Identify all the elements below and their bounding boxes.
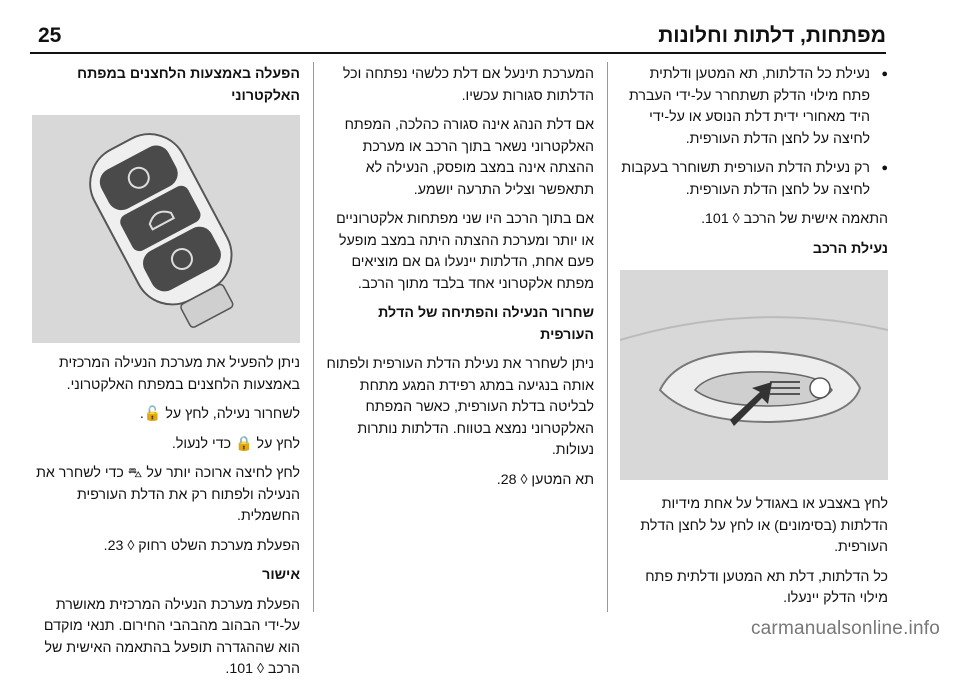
section-heading: שחרור הנעילה והפתיחה של הדלת העורפית [378, 305, 594, 343]
electronic-key-illustration [32, 115, 300, 343]
paragraph: לחץ על 🔒 כדי לנעול. [171, 435, 300, 452]
bullet-item: ● רק נעילת הדלת העורפית תשוחרר בעקבות לחיצה על לחצן הדלת העורפית. [620, 158, 870, 201]
bullet-item: ● נעילת כל הדלתות, תא המטען ודלתית פתח מילוי הדלק תשתחרר על-ידי העברת היד מאחורי ידית דלת הנוסע או על-ידי לחיצה על לחצן הדלת העורפית. [620, 64, 870, 150]
paragraph: הפעלת מערכת הנעילה המרכזית מאושרת על-ידי הבהוב מהבהבי החירום. תנאי מוקדם הוא שההגדרה תופעל בהתאמה האישית של הרכב ◊ 101. [43, 596, 300, 677]
paragraph: לחץ לחיצה ארוכה יותר על ⛍ כדי לשחרר את הנעילה ולפתוח רק את הדלת העורפית החשמלית. [36, 465, 300, 524]
paragraph: אם בתוך הרכב היו שני מפתחות אלקטרוניים או יותר ומערכת ההצתה היתה במצב מופעל פעם אחת, הדלתות יינעלו גם אם מוציאים מפתח אלקטרוני אחד בלבד מתוך הרכב. [336, 211, 594, 292]
paragraph: ניתן להפעיל את מערכת הנעילה המרכזית באמצעות הלחצנים במפתח האלקטרוני. [59, 355, 300, 393]
paragraph: לחץ באצבע או באגודל על אחת מידיות הדלתות (בסימונים) או לחץ על לחצן הדלת העורפית. [640, 496, 888, 555]
page-header [30, 22, 886, 54]
cross-reference: תא המטען ◊ 28. [496, 471, 594, 488]
paragraph: לשחרור נעילה, לחץ על 🔓. [139, 406, 300, 422]
column-divider [313, 62, 314, 612]
page-number: 25 [38, 24, 62, 47]
section-heading: נעילת הרכב [812, 240, 888, 257]
column-middle [326, 64, 594, 499]
lock-sensor-icon [810, 378, 830, 398]
column-left [32, 64, 300, 689]
column-divider [607, 62, 608, 612]
section-heading: הפעלה באמצעות הלחצנים במפתח האלקטרוני [77, 66, 300, 104]
section-heading: אישור [262, 567, 300, 583]
column-right [620, 64, 888, 618]
cross-reference: התאמה אישית של הרכב ◊ 101. [701, 211, 888, 227]
cross-reference: הפעלת מערכת השלט רחוק ◊ 23. [103, 537, 300, 554]
door-handle-illustration [620, 270, 888, 480]
paragraph: ניתן לשחרר את נעילת הדלת העורפית ולפתוח אותה בנגיעה במתג רפידת המגע מתחת לבליטה בדלת העורפית, כאשר המפתח האלקטרוני נמצא בטווח. הדלתות נותרות נעולות. [326, 356, 594, 458]
door-handle-drawing [620, 270, 888, 480]
paragraph: אם דלת הנהג אינה סגורה כהלכה, המפתח האלקטרוני נשאר בתוך הרכב או מערכת ההצתה אינה במצב מופסק, הנעילה לא תתאפשר וצליל התרעה יושמע. [344, 117, 594, 198]
watermark: carmanualsonline.info [750, 618, 940, 639]
paragraph: המערכת תינעל אם דלת כלשהי נפתחה וכל הדלתות סגורות עכשיו. [342, 66, 594, 104]
page-title: מפתחות, דלתות וחלונות [658, 24, 886, 47]
bullet-list [620, 64, 888, 201]
paragraph: כל הדלתות, דלת תא המטען ודלתית פתח מילוי הדלק יינעלו. [645, 568, 888, 606]
electronic-key-drawing [32, 115, 300, 343]
